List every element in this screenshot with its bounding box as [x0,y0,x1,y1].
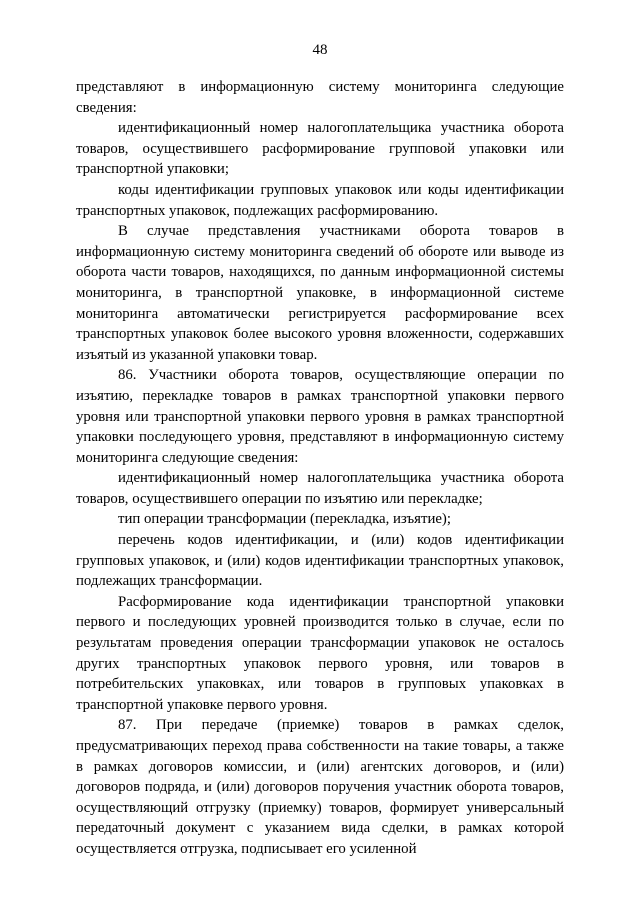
document-body [76,77,564,860]
paragraph-7: тип операции трансформации (перекладка, изъятие); [118,511,451,528]
paragraph-5-item-86: 86. Участники оборота товаров, осуществляющие операции по изъятию, перекладке товаров в рамках транспортной упаковки первого уровня или транспортной упаковки первого уровня в рамках транспортной упаковки последующего уровня, представляют в информационную систему мониторинга следующие сведения: [76,367,564,466]
paragraph-9: Расформирование кода идентификации транспортной упаковки первого и последующих уровней производится только в случае, если по результатам проведения операции трансформации упаковок не осталось других транспортных упаковок первого уровня, или товаров в потребительских упаковках, или товаров в групповых упаковках в транспортной упаковке первого уровня. [76,593,564,713]
paragraph-8: перечень кодов идентификации, и (или) кодов идентификации групповых упаковок, и (или) кодов идентификации транспортных упаковок, подлежащих трансформации. [76,532,564,590]
paragraph-6: идентификационный номер налогоплательщика участника оборота товаров, осуществившего операции по изъятию или перекладке; [76,470,564,507]
paragraph-10-item-87: 87. При передаче (приемке) товаров в рамках сделок, предусматривающих переход права собственности на такие товары, а также в рамках договоров комиссии, и (или) агентских договоров, и (или) договоров подряда, и (или) договоров поручения участник оборота товаров, осуществляющий отгрузку (приемку) товаров, формирует универсальный передаточный документ с указанием вида сделки, в рамках которой осуществляется отгрузка, подписывает его усиленной [76,717,564,857]
paragraph-4: В случае представления участниками оборота товаров в информационную систему мониторинга сведений об обороте или выводе из оборота части товаров, находящихся, по данным информационной системы мониторинга, в транспортной упаковке, в информационной системе мониторинга автоматически регистрируется расформирование всех транспортных упаковок более высокого уровня вложенности, содержавших изъятый из указанной упаковки товар. [76,223,564,363]
paragraph-2: идентификационный номер налогоплательщика участника оборота товаров, осуществившего расформирование групповой упаковки или транспортной упаковки; [76,120,564,178]
page-number: 48 [312,42,328,58]
paragraph-1: представляют в информационную систему мониторинга следующие сведения: [76,79,564,116]
paragraph-3: коды идентификации групповых упаковок или коды идентификации транспортных упаковок, подлежащих расформированию. [76,181,564,219]
